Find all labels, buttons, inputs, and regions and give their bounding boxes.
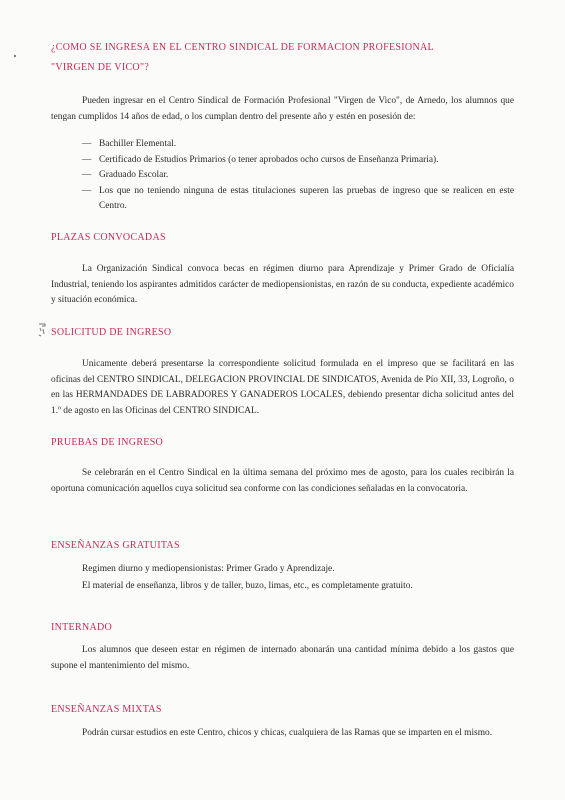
plazas-paragraph: La Organización Sindical convoca becas en régimen diurno para Aprendizaje y Primer Grado de Oficialía Industrial, teniendo los aspirantes admitidos carácter de mediopensionistas, en razón de su conducta, expediente académico y situación económica. (51, 264, 514, 305)
heading-pruebas-de-ingreso: PRUEBAS DE INGRESO (51, 437, 164, 448)
heading-ensenanzas-gratuitas: ENSEÑANZAS GRATUITAS (51, 540, 180, 551)
title-line-2: "VIRGEN DE VICO"? (51, 62, 150, 73)
ink-smudge (38, 323, 48, 337)
pruebas-paragraph: Se celebrarán en el Centro Sindical en la última semana del próximo mes de agosto, para los cuales recibirán la oportuna comunicación aquellos cuya solicitud sea conforme con las condiciones señaladas en la convocatoria. (51, 468, 514, 494)
mixtas-paragraph: Podrán cursar estudios en este Centro, chicos y chicas, cualquiera de las Ramas que se imparten en el mismo. (82, 728, 493, 738)
heading-plazas-convocadas: PLAZAS CONVOCADAS (51, 232, 166, 243)
heading-internado: INTERNADO (51, 622, 113, 633)
heading-solicitud-de-ingreso: SOLICITUD DE INGRESO (51, 327, 172, 338)
requirement-item: — Los que no teniendo ninguna de estas titulaciones superen las pruebas de ingreso que se realicen en este Centro. (82, 184, 514, 215)
solicitud-paragraph: Unicamente deberá presentarse la correspondiente solicitud formulada en el impreso que se facilitará en las oficinas del CENTRO SINDICAL, DELEGACION PROVINCIAL DE SINDICATOS, Avenida de Pío XII, 33, Logroño, o en las HERMANDADES DE LABRADORES Y GANADEROS LOCALES, debiendo presentar dicha solicitud antes del 1.º de agosto en las Oficinas del CENTRO SINDICAL. (51, 359, 514, 416)
requirement-item: — Graduado Escolar. (82, 168, 514, 184)
requirement-item: — Certificado de Estudios Primarios (o tener aprobados ocho cursos de Enseñanza Primaria). (82, 153, 514, 169)
requirements-list (82, 137, 514, 215)
title-line-1: ¿COMO SE INGRESA EN EL CENTRO SINDICAL DE FORMACION PROFESIONAL (51, 42, 434, 53)
requirement-item: — Bachiller Elemental. (82, 137, 514, 153)
intro-paragraph: Pueden ingresar en el Centro Sindical de Formación Profesional "Virgen de Vico", de Arnedo, los alumnos que tengan cumplidos 14 años de edad, o los cumplan dentro del presente año y estén en posesión de: (51, 96, 514, 122)
gratuitas-line-1: Regimen diurno y mediopensionistas: Primer Grado y Aprendizaje. (82, 564, 335, 574)
heading-ensenanzas-mixtas: ENSEÑANZAS MIXTAS (51, 704, 162, 715)
gratuitas-line-2: El material de enseñanza, libros y de taller, buzo, limas, etc., es completamente gratuito. (82, 581, 413, 591)
internado-paragraph: Los alumnos que deseen estar en régimen de internado abonarán una cantidad mínima debido a los gastos que supone el mantenimiento del mismo. (51, 645, 514, 671)
speck (14, 55, 16, 57)
